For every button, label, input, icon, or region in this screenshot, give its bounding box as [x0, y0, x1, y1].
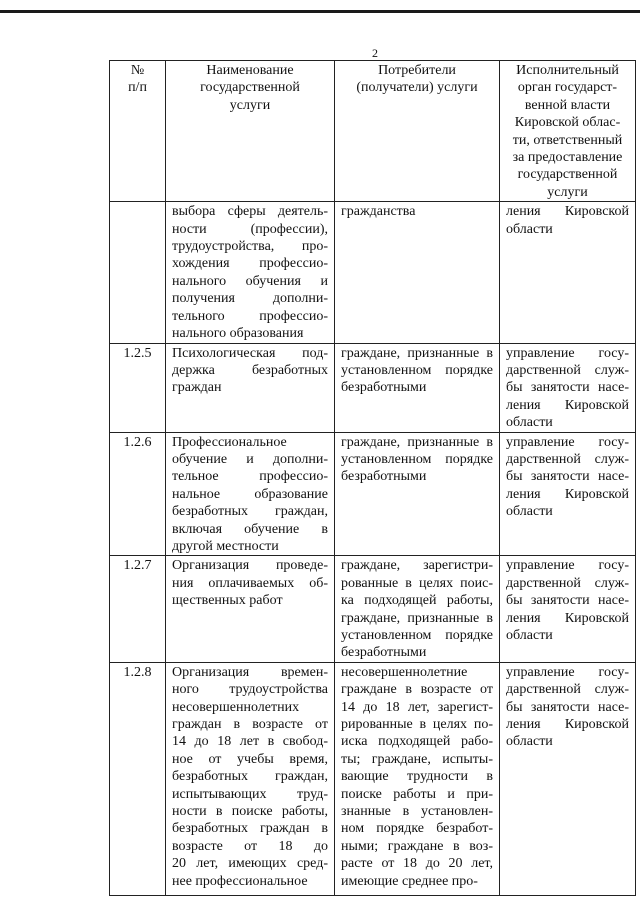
cell-text-line: установленном порядке: [341, 362, 493, 378]
cell-text-line: безработных граждан в: [172, 821, 328, 837]
cell-text-line: получения дополни-: [172, 291, 328, 307]
cell-text-line: граждане, признанные в: [341, 610, 493, 626]
header-consumers-column: Потребители (получатели) услуги: [335, 61, 500, 202]
cell-text-line: выбора сферы деятель-: [172, 204, 328, 220]
cell-service-name: [166, 202, 335, 343]
cell-service-name: [166, 662, 335, 895]
header-executor-column: Исполнительный орган государст- венной власти Кировской облас- ти, ответственный за предоставление государственной услуги: [500, 61, 636, 202]
cell-text-line: ты; граждане, испыты-: [341, 751, 493, 767]
cell-text-line: держка безработных: [172, 362, 328, 378]
cell-text-line: имеющие среднее про-: [341, 873, 478, 889]
table-row: [110, 556, 636, 662]
cell-text-line: иска подходящей рабо-: [341, 734, 493, 750]
top-border-rule: [0, 10, 640, 13]
header-service-name-column: Наименование государственной услуги: [166, 61, 335, 202]
cell-text-line: нее профессиональное: [172, 873, 308, 889]
cell-text-line: ления Кировской: [506, 610, 629, 626]
cell-text-line: граждан: [172, 380, 222, 396]
cell-text-line: Организация проведе-: [172, 558, 328, 574]
services-table: [109, 60, 636, 896]
table-row: [110, 432, 636, 556]
page-number: 2: [372, 46, 378, 60]
cell-text-line: области: [506, 628, 553, 643]
cell-text-line: 20 лет, имеющих сред-: [172, 856, 328, 872]
cell-number: 1.2.8: [110, 662, 166, 895]
cell-service-name: [166, 432, 335, 556]
cell-executor: [500, 202, 636, 343]
cell-consumers: [335, 662, 500, 895]
cell-text-line: ления Кировской: [506, 486, 629, 502]
table-row: [110, 662, 636, 895]
cell-text-line: 14 до 18 лет, зарегист-: [341, 699, 493, 715]
cell-text-line: управление госу-: [506, 345, 629, 361]
cell-text-line: ка подходящей работы,: [341, 593, 493, 609]
cell-text-line: безработными: [341, 380, 427, 396]
cell-text-line: знанные в установлен-: [341, 804, 493, 820]
cell-text-line: граждане, зарегистри-: [341, 558, 493, 574]
cell-text-line: безработными: [341, 645, 427, 661]
cell-service-name: [166, 556, 335, 662]
cell-text-line: нального обучения и: [172, 273, 328, 289]
cell-text-line: рованные в целях поис-: [341, 575, 493, 591]
cell-executor: [500, 556, 636, 662]
cell-text-line: бы занятости насе-: [506, 699, 629, 715]
cell-number: [110, 202, 166, 343]
cell-text-line: ности в поиске работы,: [172, 804, 328, 820]
cell-text-line: граждан в возрасте от: [172, 717, 328, 733]
cell-text-line: дарственной служ-: [506, 362, 629, 378]
cell-text-line: ления Кировской: [506, 717, 629, 733]
header-number-column: № п/п: [110, 61, 166, 202]
cell-text-line: ления Кировской: [506, 397, 629, 413]
cell-text-line: бы занятости насе-: [506, 380, 629, 396]
cell-consumers: [335, 343, 500, 432]
cell-text-line: области: [506, 734, 553, 750]
cell-text-line: бы занятости насе-: [506, 593, 629, 609]
table-header-row: [110, 61, 636, 202]
cell-consumers: [335, 432, 500, 556]
cell-number: 1.2.7: [110, 556, 166, 662]
cell-text-line: тельное профессио-: [172, 469, 328, 485]
table-row: [110, 202, 636, 343]
cell-text-line: области: [506, 221, 553, 237]
cell-text-line: ное от учебы время,: [172, 751, 328, 767]
cell-text-line: испытывающих труд-: [172, 786, 328, 802]
cell-text-line: рированные в целях по-: [341, 717, 493, 733]
cell-text-line: граждане, признанные в: [341, 434, 493, 450]
table-row: [110, 343, 636, 432]
cell-text-line: несовершеннолетние: [341, 664, 468, 680]
cell-text-line: области: [506, 504, 553, 520]
cell-text-line: поиске работы и при-: [341, 786, 493, 802]
cell-text-line: включая обучение в: [172, 521, 328, 537]
cell-text-line: тельного профессио-: [172, 308, 328, 324]
cell-text-line: ния оплачиваемых об-: [172, 575, 328, 591]
cell-text-line: Организация времен-: [172, 664, 328, 680]
cell-text-line: граждане, признанные в: [341, 345, 493, 361]
cell-text-line: ности (профессии),: [172, 221, 328, 237]
cell-text-line: дарственной служ-: [506, 451, 629, 467]
cell-text-line: дарственной служ-: [506, 575, 629, 591]
cell-text-line: бы занятости насе-: [506, 469, 629, 485]
cell-text-line: возрасте от 18 до: [172, 838, 328, 854]
cell-text-line: вающие трудности в: [341, 769, 493, 785]
cell-number: 1.2.5: [110, 343, 166, 432]
cell-text-line: ного трудоустройства: [172, 682, 328, 698]
cell-executor: [500, 343, 636, 432]
cell-executor: [500, 432, 636, 556]
cell-service-name: [166, 343, 335, 432]
cell-text-line: управление госу-: [506, 558, 629, 574]
cell-text-line: безработных граждан,: [172, 504, 328, 520]
cell-text-line: ления Кировской: [506, 204, 629, 220]
cell-text-line: несовершеннолетних: [172, 699, 300, 715]
cell-text-line: Психологическая под-: [172, 345, 328, 361]
cell-text-line: хождения профессио-: [172, 256, 328, 272]
cell-text-line: нальное образование: [172, 486, 328, 502]
cell-text-line: граждане в возрасте от: [341, 682, 493, 698]
cell-consumers: [335, 556, 500, 662]
table-body: [110, 202, 636, 896]
cell-text-line: области: [506, 415, 553, 431]
cell-text-line: установленном порядке: [341, 628, 493, 643]
cell-text-line: расте от 18 до 20 лет,: [341, 856, 493, 872]
cell-text-line: щественных работ: [172, 593, 283, 609]
cell-text-line: управление госу-: [506, 664, 629, 680]
cell-text-line: 14 до 18 лет в свобод-: [172, 734, 328, 750]
cell-text-line: безработными: [341, 469, 427, 485]
cell-text-line: Профессиональное: [172, 434, 287, 450]
cell-text-line: обучение и дополни-: [172, 451, 328, 467]
cell-text-line: безработных граждан,: [172, 769, 328, 785]
cell-text-line: другой местности: [172, 538, 279, 554]
cell-text-line: ными; граждане в воз-: [341, 838, 493, 854]
cell-text-line: нального образования: [172, 326, 304, 342]
cell-number: 1.2.6: [110, 432, 166, 556]
cell-text-line: управление госу-: [506, 434, 629, 450]
cell-consumers: [335, 202, 500, 343]
cell-text-line: гражданства: [341, 204, 416, 220]
cell-text-line: ном порядке безработ-: [341, 821, 493, 837]
cell-text-line: установленном порядке: [341, 451, 493, 467]
cell-text-line: трудоустройства, про-: [172, 239, 328, 255]
cell-text-line: дарственной служ-: [506, 682, 629, 698]
cell-executor: [500, 662, 636, 895]
